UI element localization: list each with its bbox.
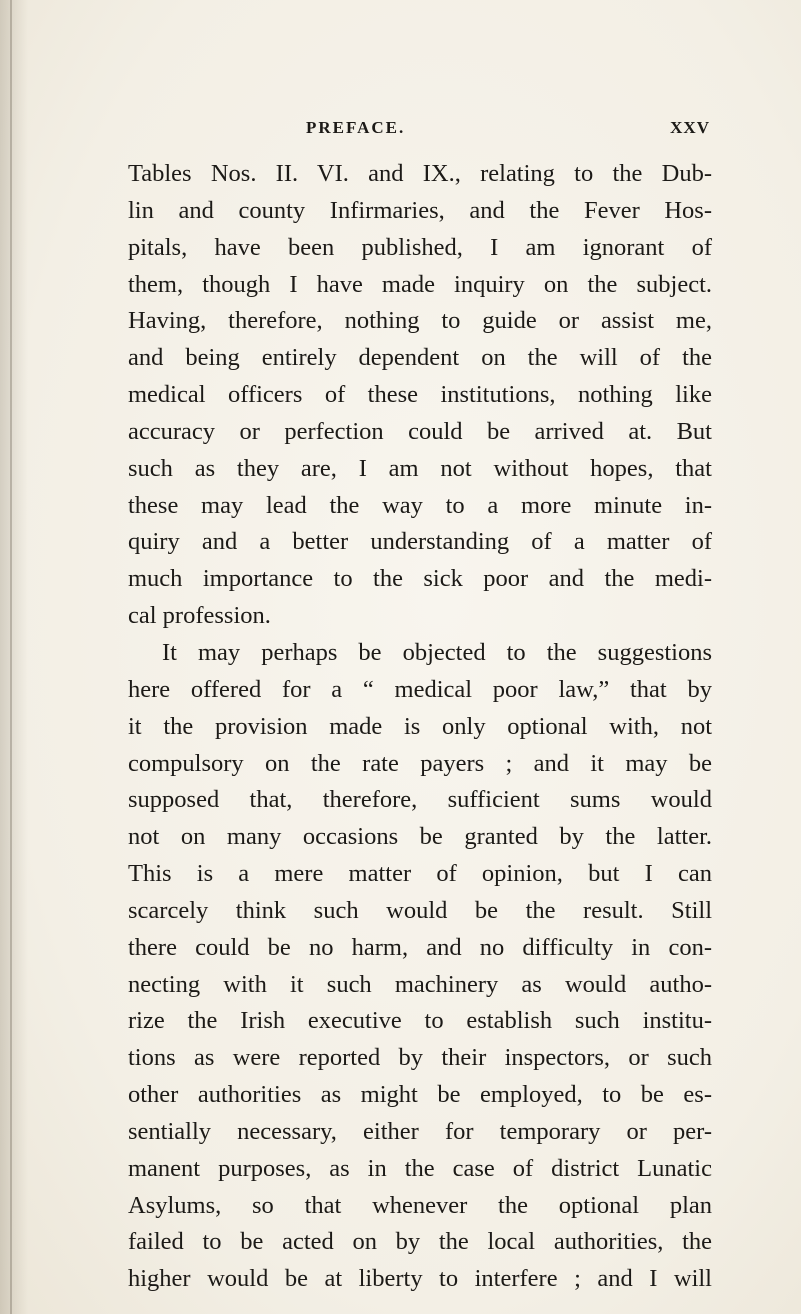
text-line: This is a mere matter of opinion, but I can xyxy=(128,860,712,888)
text-line: medical officers of these institutions, nothing like xyxy=(128,381,712,409)
text-line: there could be no harm, and no difficulty in con- xyxy=(128,933,712,961)
text-line: manent purposes, as in the case of district Lunatic xyxy=(128,1154,712,1182)
text-line: lin and county Infirmaries, and the Fever Hos- xyxy=(128,196,712,224)
text-line: them, though I have made inquiry on the subject. xyxy=(128,270,712,298)
text-line: failed to be acted on by the local authorities, the xyxy=(128,1228,712,1256)
page-gutter-shadow xyxy=(0,0,28,1314)
text-line: accuracy or perfection could be arrived at. But xyxy=(128,417,712,445)
text-line: not on many occasions be granted by the latter. xyxy=(128,823,712,851)
text-line: Asylums, so that whenever the optional plan xyxy=(128,1191,712,1219)
text-line: Tables Nos. II. VI. and IX., relating to the Dub- xyxy=(128,160,712,187)
text-line: it the provision made is only optional with, not xyxy=(128,712,712,740)
text-line: Having, therefore, nothing to guide or assist me, xyxy=(128,307,712,335)
body-text xyxy=(128,156,712,1298)
text-line: necting with it such machinery as would autho- xyxy=(128,970,712,998)
text-line: tions as were reported by their inspectors, or such xyxy=(128,1044,712,1072)
text-line: higher would be at liberty to interfere ; and I will xyxy=(128,1265,712,1293)
text-line: other authorities as might be employed, to be es- xyxy=(128,1081,712,1109)
running-title: PREFACE. xyxy=(306,118,406,137)
text-line: such as they are, I am not without hopes, that xyxy=(128,454,712,482)
text-line: and being entirely dependent on the will of the xyxy=(128,344,712,372)
text-line: compulsory on the rate payers ; and it may be xyxy=(128,749,712,777)
text-line: pitals, have been published, I am ignorant of xyxy=(128,233,712,261)
text-line: sentially necessary, either for temporary or per- xyxy=(128,1117,712,1145)
running-head xyxy=(126,118,710,142)
text-line: scarcely think such would be the result. Still xyxy=(128,896,712,924)
page-gutter-edge xyxy=(10,0,12,1314)
text-line: supposed that, therefore, sufficient sums would xyxy=(128,786,712,814)
text-line: quiry and a better understanding of a matter of xyxy=(128,528,712,556)
text-line: cal profession. xyxy=(128,602,271,630)
text-line: here offered for a “ medical poor law,” that by xyxy=(128,675,712,703)
text-line: much importance to the sick poor and the medi- xyxy=(128,565,712,593)
text-line: rize the Irish executive to establish such institu- xyxy=(128,1007,712,1035)
text-line: these may lead the way to a more minute in- xyxy=(128,491,712,519)
page-number: XXV xyxy=(670,118,710,137)
text-line: It may perhaps be objected to the suggestions xyxy=(162,638,712,666)
